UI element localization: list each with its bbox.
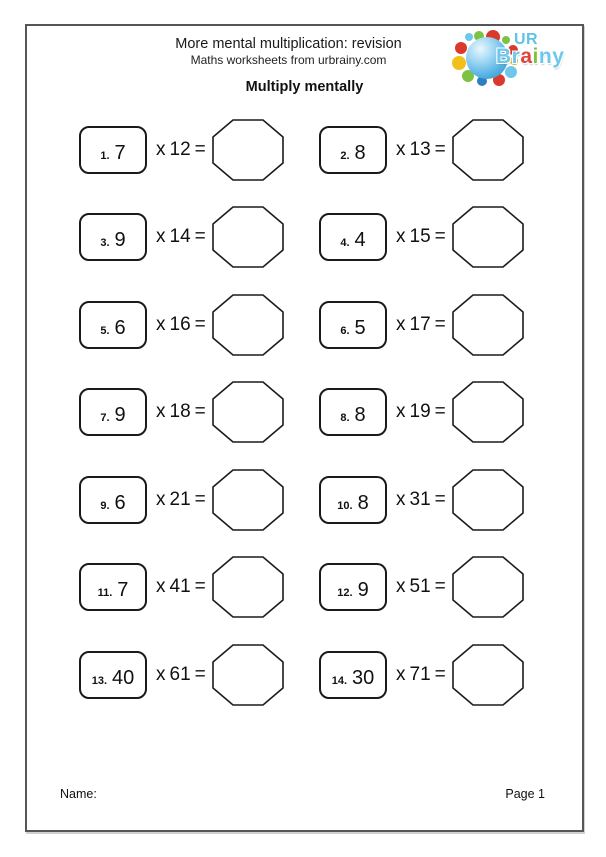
first-factor: 8 [357,491,369,514]
equals-sign: = [194,313,206,335]
problem-row [319,369,559,457]
second-factor: 61 [169,663,191,685]
multiply-sign: x [156,226,166,248]
worksheet-page [25,24,584,832]
second-factor: 13 [409,138,431,160]
second-factor: 51 [409,576,431,598]
factor-box [79,301,147,349]
problem-row [79,281,319,369]
equals-sign: = [194,226,206,248]
problems-grid [79,106,559,719]
factor-box [79,213,147,261]
logo-text-ur: UR [514,31,539,48]
answer-octagon [212,644,284,706]
first-factor: 5 [354,316,366,339]
problem-number: 7. [100,412,110,425]
problem-number: 4. [340,237,350,250]
answer-octagon [212,206,284,268]
problem-row [79,456,319,544]
factor-box [79,126,147,174]
problem-number: 3. [100,237,110,250]
equals-sign: = [434,138,446,160]
factor-box [79,388,147,436]
first-factor: 30 [352,666,375,689]
first-factor: 9 [114,404,126,427]
second-factor: 41 [169,576,191,598]
problem-number: 1. [100,149,110,162]
expression [396,401,446,423]
problem-row [319,456,559,544]
problem-number: 13. [91,674,108,687]
expression [396,576,446,598]
answer-octagon [212,294,284,356]
multiply-sign: x [396,401,406,423]
problem-row [319,194,559,282]
equals-sign: = [194,138,206,160]
problem-number: 10. [337,499,353,512]
expression [156,139,206,161]
first-factor: 8 [354,404,366,427]
problem-row [79,631,319,719]
multiply-sign: x [156,401,166,423]
multiply-sign: x [156,138,166,160]
first-factor: 6 [114,316,126,339]
answer-octagon [212,119,284,181]
multiply-sign: x [396,138,406,160]
problem-number: 11. [97,587,113,600]
multiply-sign: x [156,663,166,685]
factor-box [319,476,387,524]
name-label: Name: [60,787,97,801]
answer-octagon [212,469,284,531]
problem-number: 6. [340,324,350,337]
multiply-sign: x [396,313,406,335]
multiply-sign: x [396,576,406,598]
first-factor: 7 [117,579,129,602]
logo-text-brainy: Brainy [496,45,565,68]
expression [396,314,446,336]
urbrainy-logo [450,30,576,86]
factor-box [79,476,147,524]
problem-number: 5. [100,324,110,337]
factor-box [79,651,147,699]
equals-sign: = [434,488,446,510]
first-factor: 6 [114,491,126,514]
second-factor: 71 [409,663,431,685]
expression [396,489,446,511]
problem-row [319,631,559,719]
equals-sign: = [434,313,446,335]
equals-sign: = [434,226,446,248]
expression [156,664,206,686]
answer-octagon [452,556,524,618]
second-factor: 21 [169,488,191,510]
equals-sign: = [194,401,206,423]
expression [156,576,206,598]
expression [156,226,206,248]
factor-box [319,651,387,699]
expression [156,314,206,336]
problem-row [79,194,319,282]
problem-row [319,106,559,194]
problem-row [319,544,559,632]
answer-octagon [212,556,284,618]
factor-box [319,563,387,611]
expression [396,226,446,248]
factor-box [319,388,387,436]
multiply-sign: x [396,663,406,685]
worksheet-subject: More mental multiplication: revision [175,36,402,52]
equals-sign: = [434,576,446,598]
factor-box [319,301,387,349]
equals-sign: = [434,401,446,423]
second-factor: 19 [409,401,431,423]
answer-octagon [212,381,284,443]
first-factor: 40 [112,666,135,689]
expression [396,664,446,686]
problem-row [79,544,319,632]
first-factor: 4 [354,229,366,252]
problem-row [79,106,319,194]
answer-octagon [452,206,524,268]
answer-octagon [452,381,524,443]
multiply-sign: x [156,488,166,510]
problem-number: 14. [331,674,348,687]
expression [396,139,446,161]
page-title: Multiply mentally [245,79,364,95]
answer-octagon [452,119,524,181]
factor-box [319,213,387,261]
multiply-sign: x [156,313,166,335]
problem-number: 8. [340,412,350,425]
equals-sign: = [194,488,206,510]
second-factor: 12 [169,138,191,160]
answer-octagon [452,644,524,706]
equals-sign: = [434,663,446,685]
worksheet-source: Maths worksheets from urbrainy.com [190,53,387,67]
multiply-sign: x [396,488,406,510]
expression [156,401,206,423]
second-factor: 15 [409,226,431,248]
answer-octagon [452,469,524,531]
factor-box [319,126,387,174]
first-factor: 7 [114,141,126,164]
problem-number: 12. [337,587,353,600]
second-factor: 14 [169,226,191,248]
page-number: Page 1 [505,787,545,801]
answer-octagon [452,294,524,356]
first-factor: 8 [354,141,366,164]
second-factor: 18 [169,401,191,423]
second-factor: 16 [169,313,191,335]
first-factor: 9 [114,229,126,252]
second-factor: 17 [409,313,431,335]
equals-sign: = [194,576,206,598]
problem-row [319,281,559,369]
multiply-sign: x [156,576,166,598]
problem-number: 2. [340,149,350,162]
problem-number: 9. [100,499,110,512]
factor-box [79,563,147,611]
multiply-sign: x [396,226,406,248]
first-factor: 9 [357,579,369,602]
equals-sign: = [194,663,206,685]
second-factor: 31 [409,488,431,510]
problem-row [79,369,319,457]
expression [156,489,206,511]
